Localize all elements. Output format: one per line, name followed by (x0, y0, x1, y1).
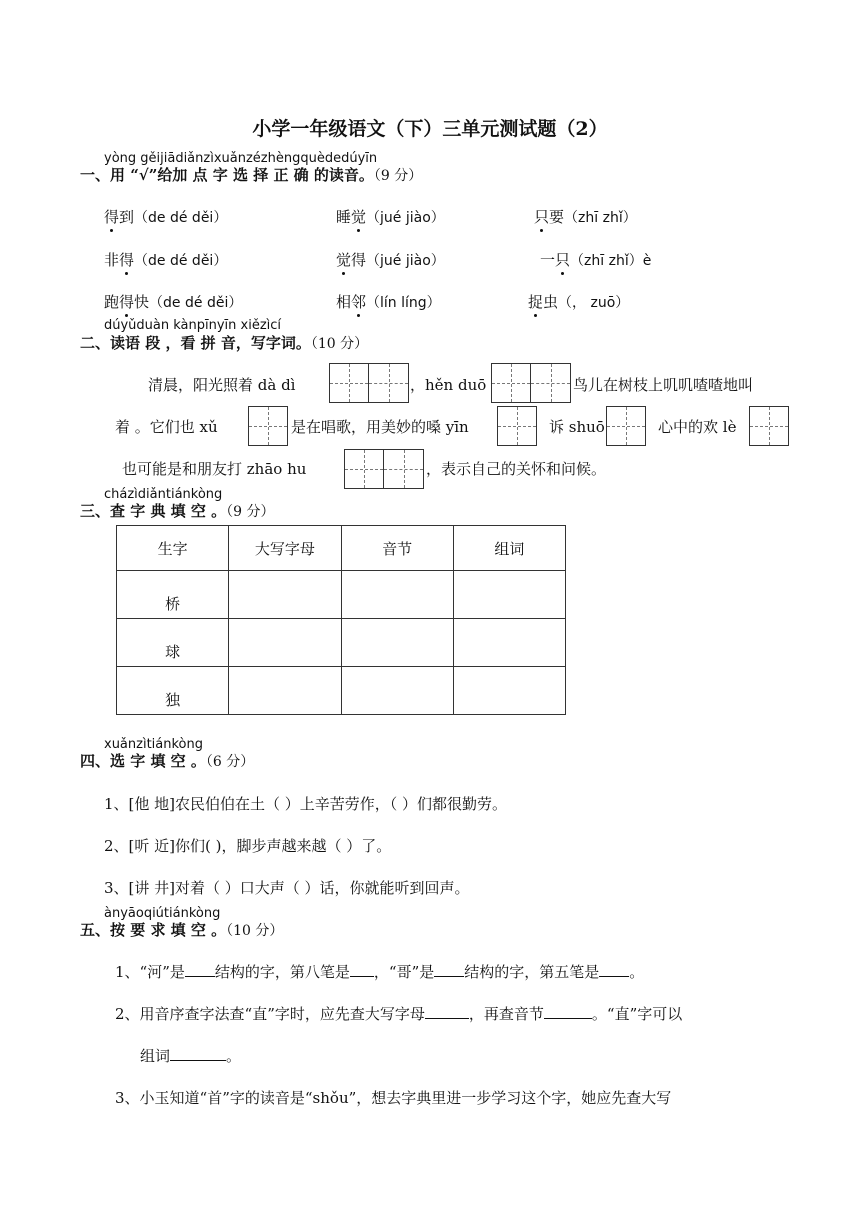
col-header: 音节 (341, 526, 453, 571)
s1-item-8 (336, 291, 441, 312)
writing-grid[interactable] (749, 406, 789, 446)
text: 。 (629, 963, 645, 981)
s5-question-1 (115, 961, 644, 982)
s2-line1-a: 清晨，阳光照着 dà dì (148, 376, 296, 394)
answer-cell[interactable] (453, 619, 565, 667)
fill-blank[interactable] (350, 961, 374, 977)
char: 相 (336, 293, 352, 311)
s5-score: （10 分） (226, 923, 284, 939)
char: 到 (119, 208, 135, 226)
pinyin-options: （jué jiào） (366, 253, 445, 269)
s2-heading (80, 332, 368, 353)
dotted-char: 只 (555, 251, 571, 269)
grid-cell (492, 364, 531, 402)
answer-cell[interactable] (341, 619, 453, 667)
s5-pinyin: ànyāoqiútiánkòng (104, 906, 221, 921)
grid-cell (369, 364, 408, 402)
grid-cell (330, 364, 369, 402)
s1-item-4 (104, 249, 227, 270)
fill-blank[interactable] (434, 961, 464, 977)
row-char: 独 (117, 667, 229, 715)
dotted-char: 觉 (336, 251, 352, 269)
fill-blank[interactable] (170, 1045, 226, 1061)
char: 非 (104, 251, 120, 269)
writing-grid[interactable] (491, 363, 571, 403)
s4-pinyin: xuǎnzìtiánkòng (104, 737, 203, 752)
s2-line1-c: 鸟儿在树枝上叽叽喳喳地叫 (573, 376, 754, 394)
s3-heading-text: 三、查 字 典 填 空 。 (80, 502, 227, 520)
grid-cell (531, 364, 570, 402)
col-header: 组词 (453, 526, 565, 571)
char: 要 (549, 208, 565, 226)
s2-score: （10 分） (310, 336, 369, 352)
s4-heading-text: 四、选 字 填 空 。 (80, 752, 206, 770)
s1-pinyin: yòng gěijiādiǎnzìxuǎnzézhèngquèdedúyīn (104, 151, 378, 166)
table-row (117, 619, 566, 667)
text: 结构的字，第五笔是 (464, 963, 600, 981)
dotted-char: 捉 (528, 293, 544, 311)
s2-line2-b: 是在唱歌，用美妙的嗓 yīn (291, 418, 469, 436)
s1-item-3 (534, 206, 637, 227)
grid-cell (384, 450, 423, 488)
pinyin-options: （jué jiào） (366, 210, 445, 226)
answer-cell[interactable] (341, 571, 453, 619)
char: 一 (540, 251, 556, 269)
col-header: 大写字母 (229, 526, 341, 571)
fill-blank[interactable] (425, 1003, 469, 1019)
char: 跑 (104, 293, 120, 311)
s5-heading (80, 919, 283, 940)
writing-grid[interactable] (329, 363, 409, 403)
col-header: 生字 (117, 526, 229, 571)
char: 快 (134, 293, 150, 311)
dotted-char: 只 (534, 208, 550, 226)
s1-item-5 (336, 249, 445, 270)
text: 组词 (140, 1047, 171, 1065)
fill-blank[interactable] (185, 961, 215, 977)
answer-cell[interactable] (229, 619, 341, 667)
writing-grid[interactable] (497, 406, 537, 446)
fill-blank[interactable] (544, 1003, 592, 1019)
writing-grid[interactable] (344, 449, 424, 489)
row-char: 桥 (117, 571, 229, 619)
s2-line3-b: ，表示自己的关怀和问候。 (426, 460, 607, 478)
s4-score: （6 分） (205, 754, 255, 770)
char: 虫 (543, 293, 559, 311)
grid-cell (750, 407, 788, 445)
dotted-char: 得 (104, 208, 120, 226)
s1-item-9 (528, 291, 629, 312)
pinyin-options: （de dé děi） (134, 253, 228, 269)
s4-question-1: 1、[他 地]农民伯伯在土（ ）上辛苦劳作，（ ）们都很勤劳。 (104, 795, 508, 813)
s3-score: （9 分） (226, 504, 275, 520)
grid-cell (345, 450, 384, 488)
answer-cell[interactable] (453, 571, 565, 619)
s1-heading (80, 164, 422, 185)
text: 2、用音序查字法查“直”字时，应先查大写字母 (115, 1005, 425, 1023)
pinyin-options: （zhī zhǐ） (564, 210, 637, 226)
answer-cell[interactable] (453, 667, 565, 715)
pinyin-options: （de dé děi） (149, 295, 243, 311)
s1-heading-text: 一、用 “√”给加 点 字 选 择 正 确 的读音。 (80, 166, 374, 184)
text: 1、“河”是 (115, 963, 185, 981)
answer-cell[interactable] (229, 571, 341, 619)
table-header-row (117, 526, 566, 571)
s2-line1-b: ，hěn duō (410, 376, 487, 394)
page-title: 小学一年级语文（下）三单元测试题（2） (252, 118, 608, 140)
answer-cell[interactable] (229, 667, 341, 715)
s2-line2-a: 着 。它们也 xǔ (115, 418, 218, 436)
fill-blank[interactable] (599, 961, 629, 977)
text: 。“直”字可以 (591, 1005, 683, 1023)
writing-grid[interactable] (248, 406, 288, 446)
text: 。 (226, 1047, 242, 1065)
s2-line2-d: 心中的欢 lè (658, 418, 737, 436)
char: 得 (351, 251, 367, 269)
grid-cell (498, 407, 536, 445)
s1-score: （9 分） (373, 168, 423, 184)
s5-question-2 (115, 1003, 682, 1024)
grid-cell (607, 407, 645, 445)
s5-question-3: 3、小玉知道“首”字的读音是“shǒu”，想去字典里进一步学习这个字，她应先查大写 (115, 1089, 672, 1107)
s4-heading (80, 750, 254, 771)
pinyin-options: （lín líng） (366, 295, 441, 311)
table-row (117, 571, 566, 619)
dotted-char: 觉 (351, 208, 367, 226)
dotted-char: 得 (119, 293, 135, 311)
table-row (117, 667, 566, 715)
s2-line2-c: 诉 shuō (549, 418, 605, 436)
text: ，“哥”是 (373, 963, 435, 981)
s1-item-2 (336, 206, 445, 227)
s5-question-2-cont (140, 1045, 241, 1066)
text: 结构的字，第八笔是 (214, 963, 350, 981)
s2-heading-text: 二、读语 段 ，看 拼 音，写字词。 (80, 334, 311, 352)
writing-grid[interactable] (606, 406, 646, 446)
s4-question-2: 2、[听 近]你们( )，脚步声越来越（ ）了。 (104, 837, 392, 855)
s3-pinyin: cházìdiǎntiánkòng (104, 487, 223, 502)
dotted-char: 邻 (351, 293, 367, 311)
row-char: 球 (117, 619, 229, 667)
s1-item-7 (104, 291, 242, 312)
text: ，再查音节 (468, 1005, 544, 1023)
dictionary-table (116, 525, 566, 715)
pinyin-options: （zhī zhǐ）è (570, 253, 652, 269)
s3-heading (80, 500, 274, 521)
s1-item-1 (104, 206, 227, 227)
answer-cell[interactable] (341, 667, 453, 715)
dotted-char: 得 (119, 251, 135, 269)
char: 睡 (336, 208, 352, 226)
pinyin-options: （， zuō） (558, 295, 630, 311)
s4-question-3: 3、[讲 井]对着（ ）口大声（ ）话，你就能听到回声。 (104, 879, 470, 897)
s2-pinyin: dúyǔduàn kànpīnyīn xiězìcí (104, 318, 282, 333)
s5-heading-text: 五、按 要 求 填 空 。 (80, 921, 227, 939)
grid-cell (249, 407, 287, 445)
s1-item-6 (540, 249, 651, 270)
pinyin-options: （de dé děi） (134, 210, 228, 226)
s2-line3-a: 也可能是和朋友打 zhāo hu (122, 460, 307, 478)
